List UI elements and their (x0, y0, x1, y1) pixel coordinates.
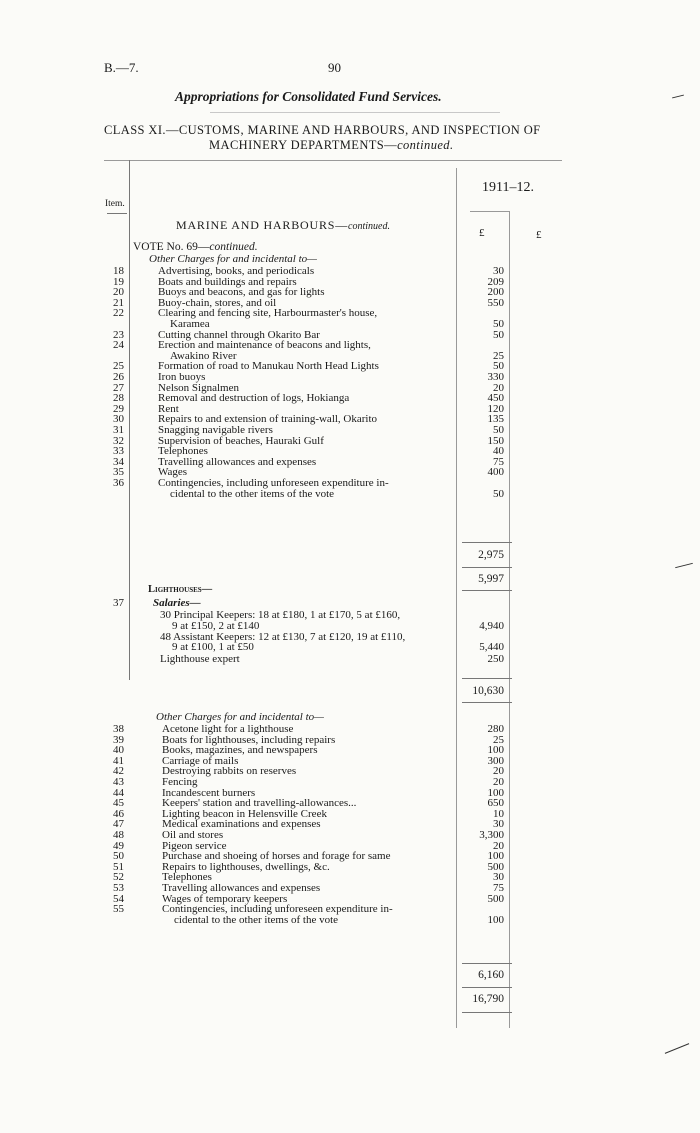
item-number: 53 (113, 882, 124, 894)
salaries-total-rule-bottom (462, 702, 512, 703)
item-description: Lighting beacon in Helensville Creek (162, 807, 327, 820)
item-amount: 100 (487, 786, 504, 799)
item-number: 38 (113, 723, 124, 735)
item-number: 30 (113, 413, 124, 426)
table-top-rule (104, 160, 562, 161)
document-reference: B.—7. (104, 60, 139, 75)
item-number: 43 (113, 776, 124, 788)
vote-label (133, 241, 258, 253)
lighthouse-total: 16,790 (472, 993, 504, 1005)
scan-mark (672, 95, 684, 99)
item-description: Nelson Signalmen (158, 381, 239, 394)
item-number: 32 (113, 434, 124, 447)
item-amount: 50 (493, 487, 504, 500)
item-number: 24 (113, 339, 124, 352)
item-number: 23 (113, 328, 124, 341)
scan-mark (675, 563, 693, 568)
item-description: Boats and buildings and repairs (158, 275, 297, 288)
item-amount: 50 (493, 360, 504, 373)
item-description: Repairs to lighthouses, dwellings, &c. (162, 860, 330, 873)
lighthouses-heading: Lighthouses— (148, 584, 213, 595)
item-amount: 20 (493, 776, 504, 788)
item-amount: 135 (487, 413, 504, 426)
item-amount: 5,440 (479, 641, 504, 654)
item-number: 21 (113, 296, 124, 309)
item-description: Repairs to and extension of training-wall, Okarito (158, 413, 378, 426)
item-amount: 20 (493, 839, 504, 852)
lighthouse-total-rule-bottom (462, 1012, 512, 1013)
lighthouse-subtotal-rule (462, 963, 512, 964)
marine-total-rule-bottom (462, 590, 512, 591)
item-description: Travelling allowances and expenses (158, 455, 317, 468)
item-column-header: Item. (105, 199, 125, 209)
item-description: Rent (158, 402, 179, 415)
item-description: Formation of road to Manukau North Head Lights (158, 360, 379, 373)
item-amount: 30 (493, 265, 504, 277)
item-amount: 400 (487, 466, 504, 479)
item-amount: 100 (487, 913, 504, 926)
item-description: Medical examinations and expenses (162, 818, 321, 831)
item-description: Destroying rabbits on reserves (162, 765, 297, 778)
item-amount: 20 (493, 765, 504, 778)
item-description: Buoy-chain, stores, and oil (158, 296, 277, 309)
salaries-item-number: 37 (113, 597, 124, 609)
item-amount: 550 (487, 296, 504, 309)
item-number: 39 (113, 733, 124, 746)
item-number: 28 (113, 392, 124, 405)
item-amount: 10 (493, 807, 504, 820)
item-number: 29 (113, 402, 124, 415)
item-number: 34 (113, 455, 124, 468)
item-description: Iron buoys (158, 371, 206, 383)
currency-symbol-2: £ (536, 229, 542, 241)
item-amount: 75 (493, 455, 504, 468)
marine-total-rule-top (462, 567, 512, 568)
header-rule (210, 112, 500, 113)
item-number: 47 (113, 818, 124, 831)
item-description: Snagging navigable rivers (158, 424, 273, 436)
item-amount: 75 (493, 882, 504, 894)
item-number: 31 (113, 424, 124, 436)
item-description: Purchase and shoeing of horses and forage for same (162, 850, 391, 863)
item-amount: 150 (487, 434, 504, 447)
item-amount: 4,940 (479, 619, 504, 632)
item-number: 55 (113, 903, 124, 916)
item-description: Clearing and fencing site, Harbourmaster's house, (158, 307, 378, 320)
item-description: Erection and maintenance of beacons and lights, (158, 339, 371, 352)
item-description: Pigeon service (162, 839, 227, 852)
section-title (176, 218, 390, 233)
item-amount: 25 (493, 733, 504, 746)
salaries-total-rule-top (462, 678, 512, 679)
page-number: 90 (328, 60, 341, 75)
item-amount: 3,300 (479, 829, 504, 841)
marine-subtotal-rule (462, 542, 512, 543)
item-description-continued: Karamea (170, 318, 210, 330)
scan-mark (665, 1043, 689, 1054)
item-amount: 30 (493, 818, 504, 831)
item-number: 22 (113, 307, 124, 320)
other-charges-heading-2: Other Charges for and incidental to— (156, 711, 324, 723)
item-number: 51 (113, 860, 124, 873)
item-number: 35 (113, 466, 124, 479)
item-amount: 50 (493, 424, 504, 436)
item-description: Supervision of beaches, Hauraki Gulf (158, 434, 324, 447)
item-amount: 280 (487, 723, 504, 735)
item-description: Keepers' station and travelling-allowances... (162, 797, 357, 810)
item-amount: 330 (487, 371, 504, 383)
item-description: 30 Principal Keepers: 18 at £180, 1 at £170, 5 at £160, (160, 609, 401, 621)
item-number: 54 (113, 892, 124, 905)
item-description: Lighthouse expert (160, 652, 240, 665)
item-number: 27 (113, 381, 124, 394)
item-number: 42 (113, 765, 124, 778)
item-description-continued: 9 at £150, 2 at £140 (172, 619, 260, 632)
item-number: 20 (113, 286, 124, 299)
item-number: 19 (113, 275, 124, 288)
item-amount: 500 (487, 892, 504, 905)
item-description: Removal and destruction of logs, Hokianga (158, 392, 350, 405)
salaries-heading: Salaries— (153, 597, 201, 609)
item-description: Boats for lighthouses, including repairs (162, 733, 336, 746)
item-number: 44 (113, 786, 124, 799)
item-amount: 25 (493, 349, 504, 362)
item-description: Cutting channel through Okarito Bar (158, 328, 320, 341)
item-description: Oil and stores (162, 829, 224, 841)
item-amount: 650 (487, 797, 504, 810)
amount-column-divider (456, 168, 457, 1028)
item-amount: 250 (487, 652, 504, 665)
currency-symbol-1: £ (479, 227, 485, 239)
item-amount: 50 (493, 318, 504, 330)
item-number: 48 (113, 829, 124, 841)
item-amount: 100 (487, 744, 504, 757)
item-description-continued: 9 at £100, 1 at £50 (172, 641, 254, 654)
item-description-continued: cidental to the other items of the vote (170, 487, 335, 500)
item-header-rule (107, 213, 127, 214)
item-amount: 450 (487, 392, 504, 405)
item-description: Acetone light for a lighthouse (162, 723, 294, 735)
item-description: Buoys and beacons, and gas for lights (158, 286, 325, 299)
class-heading-line1: CLASS XI.—CUSTOMS, MARINE AND HARBOURS, AND INSPECTION OF (104, 123, 541, 137)
item-number: 45 (113, 797, 124, 810)
page-title: Appropriations for Consolidated Fund Services. (175, 89, 442, 104)
class-heading-suffix: continued. (397, 138, 454, 152)
year-heading: 1911–12. (482, 180, 534, 195)
item-description: Books, magazines, and newspapers (162, 744, 318, 757)
item-amount: 50 (493, 328, 504, 341)
item-description: Carriage of mails (162, 754, 239, 767)
item-number: 36 (113, 477, 124, 489)
item-amount: 209 (487, 275, 504, 288)
class-heading-prefix: MACHINERY DEPARTMENTS— (209, 138, 398, 152)
item-number: 26 (113, 371, 124, 383)
lighthouse-total-rule-top (462, 987, 512, 988)
item-description: Contingencies, including unforeseen expenditure in- (158, 477, 389, 489)
item-description: Contingencies, including unforeseen expenditure in- (162, 903, 393, 916)
item-description: Advertising, books, and periodicals (158, 265, 315, 277)
item-number: 50 (113, 850, 124, 863)
item-number: 18 (113, 265, 124, 277)
item-description: Telephones (158, 445, 208, 458)
lighthouse-subtotal: 6,160 (478, 969, 504, 981)
item-number: 46 (113, 807, 124, 820)
section-title-suffix: continued. (348, 221, 390, 232)
item-description: Incandescent burners (162, 786, 256, 799)
item-description: Wages (158, 466, 188, 479)
item-amount: 200 (487, 286, 504, 299)
item-amount: 20 (493, 381, 504, 394)
item-description-continued: Awakino River (170, 349, 237, 362)
item-description: 48 Assistant Keepers: 12 at £130, 7 at £120, 19 at £110, (160, 630, 406, 643)
marine-total: 5,997 (478, 573, 504, 585)
section-title-text: MARINE AND HARBOURS— (176, 218, 349, 232)
item-number: 40 (113, 744, 124, 757)
item-amount: 30 (493, 871, 504, 884)
amount-column-divider-right (509, 212, 510, 1028)
item-amount: 300 (487, 754, 504, 767)
item-description-continued: cidental to the other items of the vote (174, 913, 339, 926)
year-heading-rule (470, 211, 510, 212)
other-charges-heading-1: Other Charges for and incidental to— (149, 253, 317, 265)
item-amount: 120 (487, 402, 504, 415)
item-number: 49 (113, 839, 124, 852)
vote-label-suffix: continued. (209, 241, 258, 253)
item-number: 33 (113, 445, 124, 458)
item-amount: 100 (487, 850, 504, 863)
item-number: 52 (113, 871, 124, 884)
item-description: Telephones (162, 871, 212, 884)
item-description: Fencing (162, 776, 198, 788)
vote-label-text: VOTE No. 69— (133, 241, 210, 253)
item-amount: 500 (487, 860, 504, 873)
marine-subtotal: 2,975 (478, 549, 504, 561)
item-description: Wages of temporary keepers (162, 892, 288, 905)
item-column-divider (129, 160, 130, 680)
class-heading-line2 (209, 138, 453, 153)
salaries-total: 10,630 (472, 685, 504, 697)
item-amount: 40 (493, 445, 504, 458)
item-number: 41 (113, 754, 124, 767)
item-number: 25 (113, 360, 124, 373)
item-description: Travelling allowances and expenses (162, 882, 321, 894)
